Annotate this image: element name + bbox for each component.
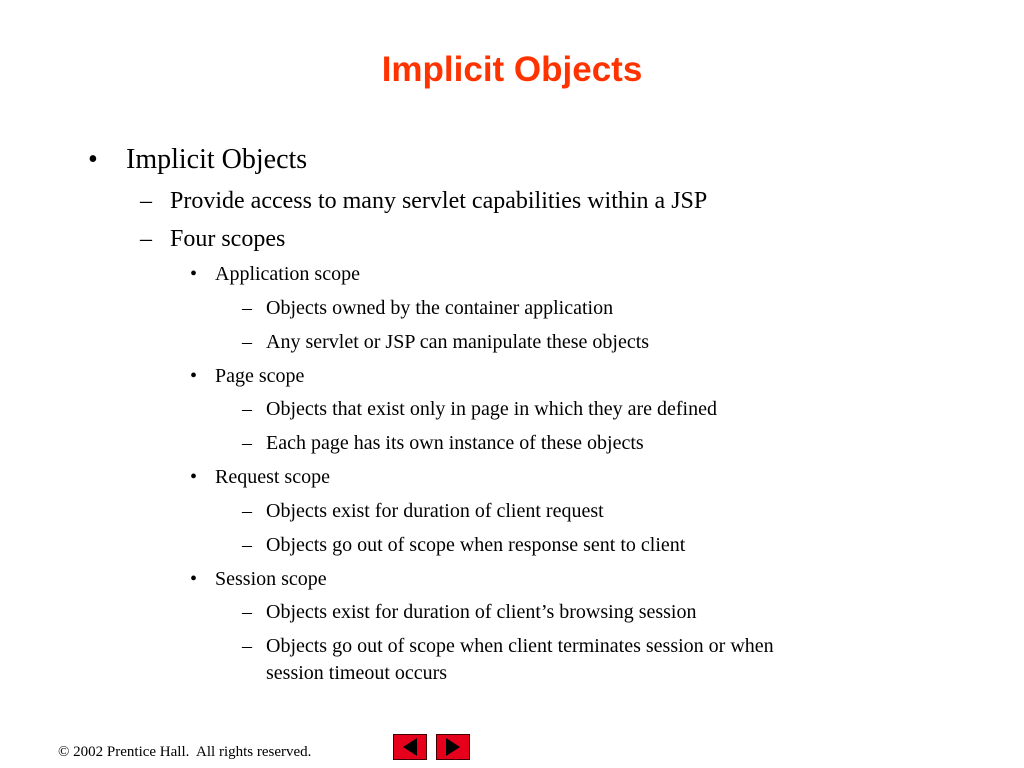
bullet-request-scope: Request scope (215, 466, 330, 488)
bullet-each-page: Each page has its own instance of these objects (266, 432, 644, 454)
bullet-objects-go-out-response: Objects go out of scope when response sent to client (266, 534, 686, 556)
bullet-objects-go-out-session-cont: session timeout occurs (266, 662, 448, 684)
bullet-marker: • (88, 144, 98, 175)
bullet-objects-exist-page: Objects that exist only in page in which they are defined (266, 398, 717, 420)
bullet-marker: • (190, 466, 198, 488)
dash-marker: – (242, 601, 252, 623)
bullet-application-scope: Application scope (215, 263, 360, 285)
previous-arrow-icon (403, 738, 417, 756)
copyright-symbol: © (58, 744, 70, 760)
dash-marker: – (242, 432, 252, 454)
next-arrow-icon (446, 738, 460, 756)
dash-marker: – (140, 188, 152, 214)
bullet-marker: • (190, 568, 198, 590)
bullet-marker: • (190, 365, 198, 387)
dash-marker: – (242, 398, 252, 420)
bullet-objects-exist-session: Objects exist for duration of client’s browsing session (266, 601, 697, 623)
copyright-footer (58, 742, 311, 762)
bullet-objects-exist-request: Objects exist for duration of client request (266, 500, 604, 522)
bullet-four-scopes: Four scopes (170, 226, 286, 252)
previous-slide-button[interactable] (393, 734, 427, 760)
dash-marker: – (140, 226, 152, 252)
dash-marker: – (242, 635, 252, 657)
bullet-provide-access: Provide access to many servlet capabilities within a JSP (170, 188, 708, 214)
dash-marker: – (242, 500, 252, 522)
slide-title: Implicit Objects (381, 50, 643, 89)
next-slide-button[interactable] (436, 734, 470, 760)
bullet-objects-owned: Objects owned by the container application (266, 297, 614, 319)
bullet-implicit-objects: Implicit Objects (126, 144, 308, 175)
bullet-session-scope: Session scope (215, 568, 327, 590)
bullet-objects-go-out-session: Objects go out of scope when client terminates session or when (266, 635, 774, 657)
dash-marker: – (242, 331, 252, 353)
bullet-page-scope: Page scope (215, 365, 305, 387)
copyright-text: 2002 Prentice Hall. All rights reserved. (73, 744, 312, 760)
bullet-marker: • (190, 263, 198, 285)
dash-marker: – (242, 297, 252, 319)
dash-marker: – (242, 534, 252, 556)
bullet-any-servlet: Any servlet or JSP can manipulate these objects (266, 331, 650, 353)
